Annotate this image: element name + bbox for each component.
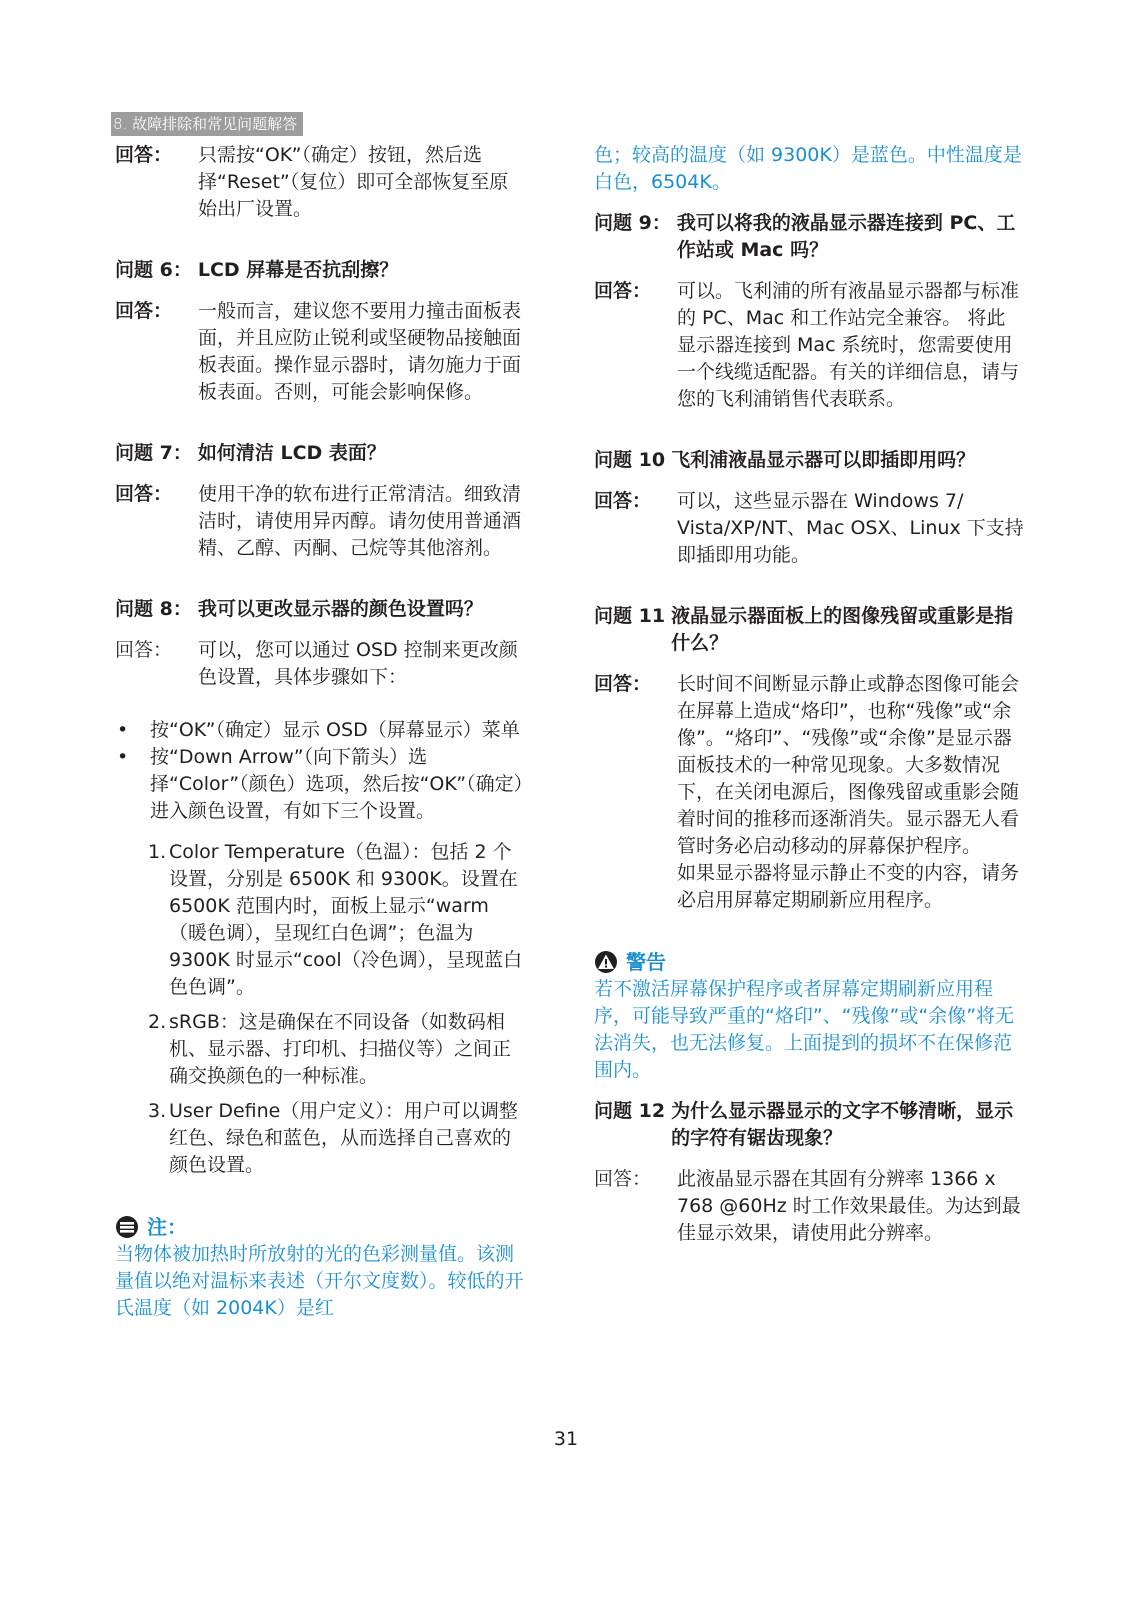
list-item: 3. User Define（用户定义）：用户可以调整红色、绿色和蓝色，从而选择自己喜欢的颜色设置。 bbox=[148, 1100, 518, 1176]
answer-8 bbox=[115, 637, 525, 691]
question-11 bbox=[594, 603, 1024, 657]
question-10 bbox=[594, 447, 1024, 474]
question-label: 问题 11 bbox=[594, 605, 666, 627]
answer-10 bbox=[594, 488, 1024, 569]
question-label: 问题 12 bbox=[594, 1100, 666, 1122]
question-8 bbox=[115, 596, 525, 623]
answer-9 bbox=[594, 278, 1024, 413]
list-item: 2. sRGB：这是确保在不同设备（如数码相机、显示器、打印机、扫描仪等）之间正确交换颜色的一种标准。 bbox=[148, 1011, 512, 1087]
question-label: 问题 9： bbox=[594, 212, 671, 234]
question-text: 如何清洁 LCD 表面？ bbox=[197, 442, 386, 464]
list-item: • 按“Down Arrow”（向下箭头）选择“Color”（颜色）选项，然后按“OK”（确定）进入颜色设置，有如下三个设置。 bbox=[115, 744, 525, 825]
note-heading bbox=[115, 1213, 525, 1241]
warning-text: 若不激活屏幕保护程序或者屏幕定期刷新应用程序，可能导致严重的“烙印”、“残像”或“余像”将无法消失，也无法修复。上面提到的损坏不在保修范围内。 bbox=[594, 978, 1015, 1081]
note-text-continued: 色；较高的温度（如 9300K）是蓝色。中性温度是白色，6504K。 bbox=[594, 144, 1022, 193]
question-label: 问题 10 bbox=[594, 449, 666, 471]
warning-heading bbox=[594, 948, 1024, 976]
answer-text-extra: 如果显示器将显示静止不变的内容，请务必启用屏幕定期刷新应用程序。 bbox=[677, 862, 1020, 911]
note-text: 当物体被加热时所放射的光的色彩测量值。该测量值以绝对温标来表述（开尔文度数）。较低的开氏温度（如 2004K）是红 bbox=[115, 1243, 524, 1319]
warning-icon bbox=[594, 950, 618, 974]
left-column bbox=[115, 142, 525, 1322]
answer-12 bbox=[594, 1166, 1024, 1247]
list-item: 1. Color Temperature（色温）：包括 2 个设置，分别是 6500K 和 9300K。设置在 6500K 范围内时，面板上显示“warm（暖色调），呈现红白色调”；色温为 9300K 时显示“cool（冷色调），呈现蓝白色色调”。 bbox=[148, 841, 523, 998]
question-label: 问题 6： bbox=[115, 259, 192, 281]
answer-label: 回答： bbox=[594, 280, 652, 302]
answer-text: 使用干净的软布进行正常清洁。细致清洁时，请使用异丙醇。请勿使用普通酒精、乙醇、丙酮、己烷等其他溶剂。 bbox=[198, 483, 522, 559]
question-9 bbox=[594, 210, 1024, 264]
question-text: 我可以更改显示器的颜色设置吗？ bbox=[197, 598, 483, 620]
right-column bbox=[594, 142, 1024, 1247]
question-text: 为什么显示器显示的文字不够清晰，显示的字符有锯齿现象？ bbox=[671, 1100, 1014, 1149]
answer-label: 回答： bbox=[115, 300, 173, 322]
note-title: 注： bbox=[147, 1215, 187, 1239]
question-label: 问题 7： bbox=[115, 442, 192, 464]
answer-label: 回答： bbox=[115, 483, 173, 505]
answer-text: 可以。飞利浦的所有液晶显示器都与标准的 PC、Mac 和工作站完全兼容。 将此显示器连接到 Mac 系统时，您需要使用一个线缆适配器。有关的详细信息，请与您的飞利浦销售代表联系。 bbox=[677, 280, 1020, 410]
answer-text: 可以，您可以通过 OSD 控制来更改颜色设置，具体步骤如下： bbox=[198, 639, 518, 688]
steps-list bbox=[115, 717, 525, 825]
answer-label: 回答： bbox=[594, 673, 652, 695]
question-text: 液晶显示器面板上的图像残留或重影是指什么？ bbox=[671, 605, 1014, 654]
answer-5 bbox=[115, 142, 525, 223]
question-6 bbox=[115, 257, 525, 284]
question-text: 我可以将我的液晶显示器连接到 PC、工作站或 Mac 吗？ bbox=[676, 212, 1016, 261]
answer-label: 回答： bbox=[594, 490, 652, 512]
answer-label: 回答： bbox=[115, 144, 173, 166]
warning-title: 警告 bbox=[626, 950, 666, 974]
answer-text: 长时间不间断显示静止或静态图像可能会在屏幕上造成“烙印”，也称“残像”或“余像”。“烙印”、“残像”或“余像”是显示器面板技术的一种常见现象。大多数情况下，在关闭电源后，图像残留或重影会随着时间的推移而逐渐消失。显示器无人看管时务必启动移动的屏幕保护程序。 bbox=[677, 673, 1020, 857]
answer-7 bbox=[115, 481, 525, 562]
answer-11 bbox=[594, 671, 1024, 914]
section-header: 8. 故障排除和常见问题解答 bbox=[111, 112, 303, 136]
question-text: LCD 屏幕是否抗刮擦？ bbox=[197, 259, 399, 281]
list-item: • 按“OK”（确定）显示 OSD（屏幕显示）菜单 bbox=[115, 717, 525, 744]
question-12 bbox=[594, 1098, 1024, 1152]
answer-label: 回答： bbox=[115, 639, 173, 661]
question-label: 问题 8： bbox=[115, 598, 192, 620]
answer-text: 此液晶显示器在其固有分辨率 1366 x 768 @60Hz 时工作效果最佳。为达到最佳显示效果，请使用此分辨率。 bbox=[677, 1168, 1021, 1244]
answer-label: 回答： bbox=[594, 1168, 652, 1190]
answer-6 bbox=[115, 298, 525, 406]
note-icon bbox=[115, 1215, 139, 1239]
page-number: 31 bbox=[553, 1428, 579, 1450]
answer-text: 可以，这些显示器在 Windows 7/ Vista/XP/NT、Mac OSX、Linux 下支持即插即用功能。 bbox=[677, 490, 1024, 566]
question-7 bbox=[115, 440, 525, 467]
color-settings-list bbox=[115, 839, 525, 1179]
answer-text: 一般而言，建议您不要用力撞击面板表面，并且应防止锐利或坚硬物品接触面板表面。操作显示器时，请勿施力于面板表面。否则，可能会影响保修。 bbox=[198, 300, 522, 403]
answer-text: 只需按“OK”（确定）按钮，然后选择“Reset”（复位）即可全部恢复至原始出厂设置。 bbox=[198, 144, 509, 220]
question-text: 飞利浦液晶显示器可以即插即用吗？ bbox=[671, 449, 976, 471]
